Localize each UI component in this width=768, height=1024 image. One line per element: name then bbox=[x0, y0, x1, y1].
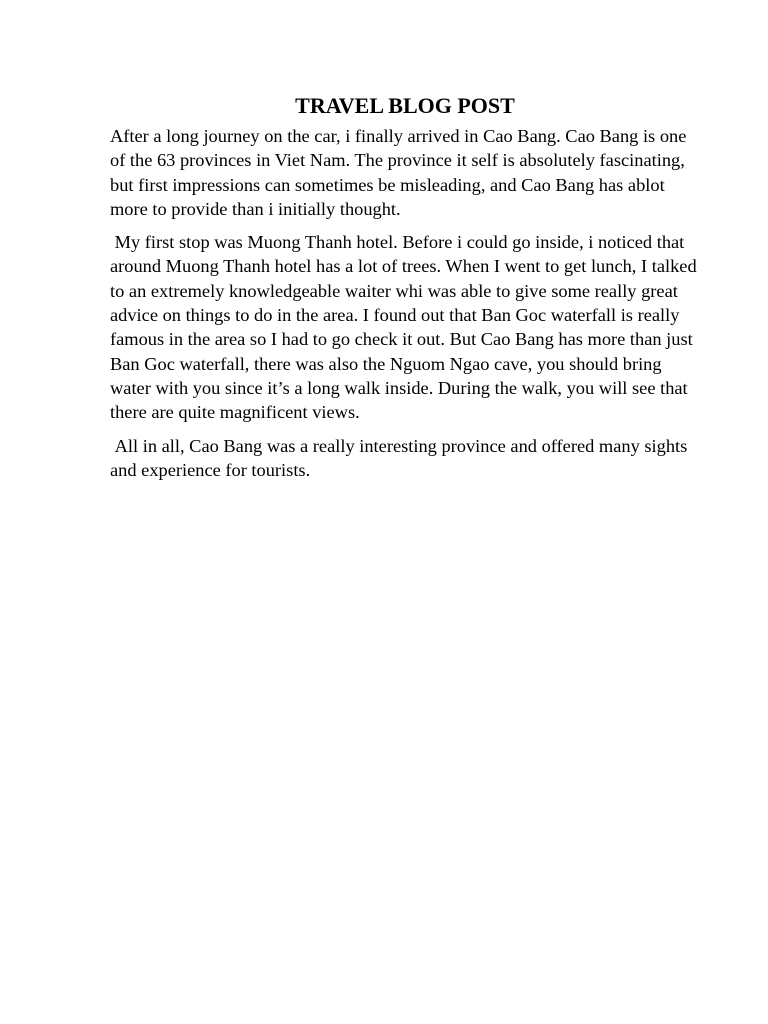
paragraph-intro: After a long journey on the car, i finally arrived in Cao Bang. Cao Bang is one of the 63 provinces in Viet Nam. The province it self is absolutely fascinating, but first impressions can sometimes be misleading, and Cao Bang has ablot more to provide than i initially thought. bbox=[110, 126, 691, 219]
paragraph-conclusion: All in all, Cao Bang was a really interesting province and offered many sights and experience for tourists. bbox=[110, 435, 692, 480]
document-title: TRAVEL BLOG POST bbox=[295, 93, 515, 118]
paragraph-first-stop: My first stop was Muong Thanh hotel. Before i could go inside, i noticed that around Muong Thanh hotel has a lot of trees. When I went to get lunch, I talked to an extremely knowledgeable waiter whi was able to give some really great advice on things to do in the area. I found out that Ban Goc waterfall is really famous in the area so I had to go check it out. But Cao Bang has more than just Ban Goc waterfall, there was also the Nguom Ngao cave, you should bring water with you since it’s a long walk inside. During the walk, you will see that there are quite magnificent views. bbox=[110, 232, 702, 423]
document-body bbox=[110, 92, 700, 482]
